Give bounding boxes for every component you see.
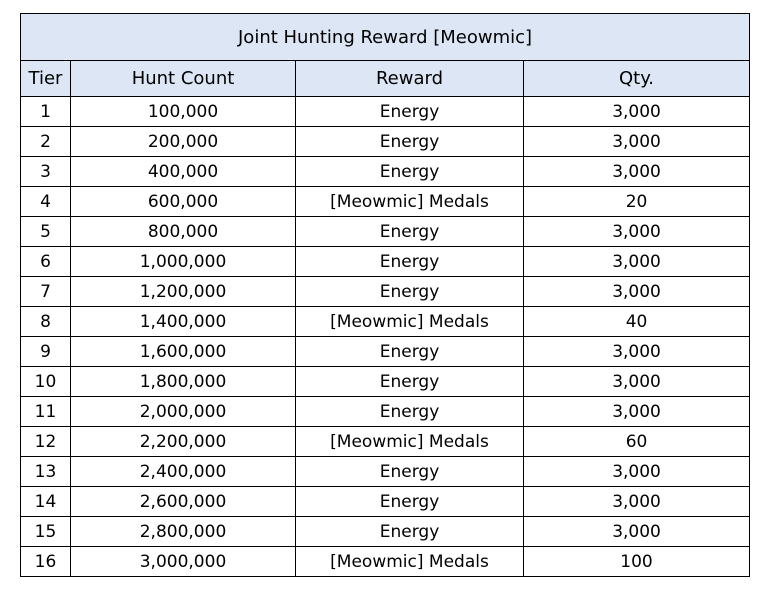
tier-cell: 2: [21, 127, 71, 157]
qty-cell: 100: [524, 547, 750, 577]
tier-cell: 16: [21, 547, 71, 577]
hunt-count-cell: 1,400,000: [71, 307, 296, 337]
hunt-count-cell: 2,800,000: [71, 517, 296, 547]
qty-cell: 3,000: [524, 487, 750, 517]
table-row: [21, 397, 750, 427]
hunt-count-cell: 100,000: [71, 97, 296, 127]
table-title: Joint Hunting Reward [Meowmic]: [21, 14, 750, 61]
reward-cell: [Meowmic] Medals: [296, 307, 524, 337]
reward-cell: [Meowmic] Medals: [296, 427, 524, 457]
qty-cell: 3,000: [524, 217, 750, 247]
tier-cell: 1: [21, 97, 71, 127]
reward-cell: Energy: [296, 157, 524, 187]
hunt-count-cell: 1,000,000: [71, 247, 296, 277]
tier-cell: 14: [21, 487, 71, 517]
column-header-reward: Reward: [296, 61, 524, 97]
table-row: [21, 427, 750, 457]
reward-cell: Energy: [296, 337, 524, 367]
qty-cell: 3,000: [524, 337, 750, 367]
hunt-count-cell: 600,000: [71, 187, 296, 217]
hunt-count-cell: 1,600,000: [71, 337, 296, 367]
hunt-count-cell: 1,200,000: [71, 277, 296, 307]
table-body: [21, 97, 750, 577]
qty-cell: 3,000: [524, 457, 750, 487]
table-row: [21, 97, 750, 127]
reward-cell: Energy: [296, 97, 524, 127]
hunt-count-cell: 2,200,000: [71, 427, 296, 457]
hunt-count-cell: 2,000,000: [71, 397, 296, 427]
table-row: [21, 127, 750, 157]
qty-cell: 20: [524, 187, 750, 217]
table-row: [21, 547, 750, 577]
tier-cell: 11: [21, 397, 71, 427]
reward-cell: Energy: [296, 217, 524, 247]
qty-cell: 3,000: [524, 277, 750, 307]
reward-cell: Energy: [296, 247, 524, 277]
column-header-tier: Tier: [21, 61, 71, 97]
tier-cell: 15: [21, 517, 71, 547]
qty-cell: 3,000: [524, 157, 750, 187]
tier-cell: 10: [21, 367, 71, 397]
reward-cell: Energy: [296, 517, 524, 547]
qty-cell: 3,000: [524, 127, 750, 157]
reward-cell: Energy: [296, 397, 524, 427]
reward-cell: Energy: [296, 367, 524, 397]
table-row: [21, 307, 750, 337]
hunt-count-cell: 200,000: [71, 127, 296, 157]
qty-cell: 40: [524, 307, 750, 337]
qty-cell: 3,000: [524, 517, 750, 547]
hunt-count-cell: 800,000: [71, 217, 296, 247]
hunt-count-cell: 3,000,000: [71, 547, 296, 577]
reward-cell: Energy: [296, 457, 524, 487]
tier-cell: 6: [21, 247, 71, 277]
table-row: [21, 367, 750, 397]
tier-cell: 12: [21, 427, 71, 457]
header-row: [21, 61, 750, 97]
qty-cell: 3,000: [524, 397, 750, 427]
hunt-count-cell: 400,000: [71, 157, 296, 187]
qty-cell: 3,000: [524, 247, 750, 277]
hunt-count-cell: 2,400,000: [71, 457, 296, 487]
table-row: [21, 187, 750, 217]
title-row: [21, 14, 750, 61]
reward-cell: [Meowmic] Medals: [296, 547, 524, 577]
reward-table: [20, 13, 750, 577]
table-row: [21, 217, 750, 247]
column-header-qty: Qty.: [524, 61, 750, 97]
qty-cell: 60: [524, 427, 750, 457]
tier-cell: 13: [21, 457, 71, 487]
table-row: [21, 277, 750, 307]
tier-cell: 8: [21, 307, 71, 337]
hunt-count-cell: 2,600,000: [71, 487, 296, 517]
reward-cell: Energy: [296, 277, 524, 307]
column-header-hunt-count: Hunt Count: [71, 61, 296, 97]
qty-cell: 3,000: [524, 367, 750, 397]
table-row: [21, 457, 750, 487]
qty-cell: 3,000: [524, 97, 750, 127]
tier-cell: 5: [21, 217, 71, 247]
table-row: [21, 337, 750, 367]
table-row: [21, 487, 750, 517]
tier-cell: 9: [21, 337, 71, 367]
hunt-count-cell: 1,800,000: [71, 367, 296, 397]
table-row: [21, 247, 750, 277]
tier-cell: 4: [21, 187, 71, 217]
reward-cell: Energy: [296, 127, 524, 157]
table-row: [21, 157, 750, 187]
reward-cell: Energy: [296, 487, 524, 517]
tier-cell: 3: [21, 157, 71, 187]
tier-cell: 7: [21, 277, 71, 307]
table-row: [21, 517, 750, 547]
reward-cell: [Meowmic] Medals: [296, 187, 524, 217]
